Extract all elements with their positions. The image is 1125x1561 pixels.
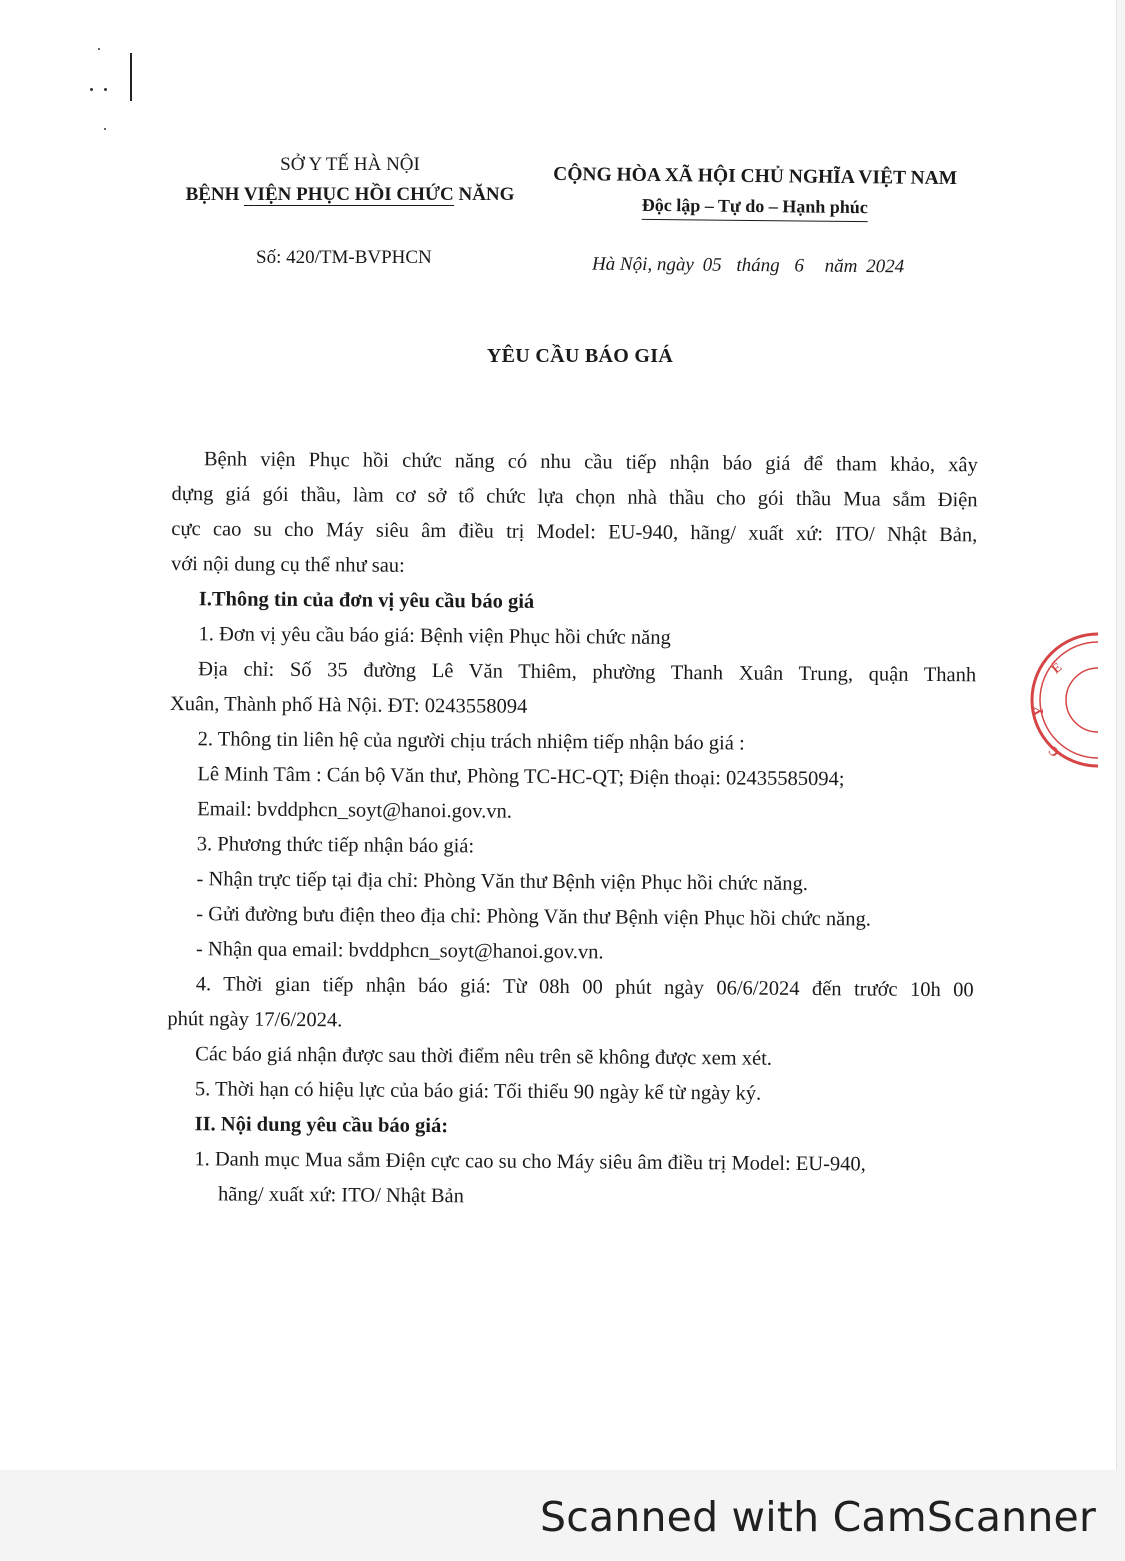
seal-letter-1: Ế [1048, 659, 1065, 677]
receipt-method-2: - Gửi đường bưu điện theo địa chỉ: Phòng Văn thư Bệnh viện Phục hồi chức năng. [196, 903, 872, 931]
seal-letter-2: Y [1031, 706, 1046, 716]
late-notice: Các báo giá nhận được sau thời điểm nêu trên sẽ không được xem xét. [195, 1043, 773, 1070]
national-motto: Độc lập – Tự do – Hạnh phúc [642, 191, 868, 222]
seal-graphic [1028, 630, 1098, 770]
section-1-item-1: 1. Đơn vị yêu cầu báo giá: Bệnh viện Phục hồi chức năng [198, 623, 671, 649]
section-1-item-4-line-1: 4. Thời gian tiếp nhận báo giá: Từ 08h 00 phút ngày 06/6/2024 đến trước 10h 00 [195, 973, 974, 1002]
intro-line-2: dựng giá gói thầu, làm cơ sở tổ chức lựa chọn nhà thầu cho gói thầu Mua sắm Điện [171, 482, 978, 512]
seal-letter-3: C [1044, 743, 1063, 761]
date-year-label: năm [824, 255, 858, 277]
hospital-name-prefix: BỆNH [185, 184, 244, 205]
red-seal-stamp [1028, 630, 1098, 770]
date-day: 05 [702, 254, 722, 276]
issuer-block [160, 150, 540, 210]
date-month-label: tháng [736, 254, 780, 277]
contact-person: Lê Minh Tâm : Cán bộ Văn thư, Phòng TC-HC-QT; Điện thoại: 02435585094; [197, 763, 845, 791]
date-month: 6 [794, 255, 804, 277]
receipt-method-1: - Nhận trực tiếp tại địa chỉ: Phòng Văn thư Bệnh viện Phục hồi chức năng. [196, 868, 809, 896]
address-line-2: Xuân, Thành phố Hà Nội. ĐT: 0243558094 [169, 692, 528, 718]
section-1-item-2: 2. Thông tin liên hệ của người chịu trách nhiệm tiếp nhận báo giá : [197, 728, 745, 755]
intro-line-3: cực cao su cho Máy siêu âm điều trị Model: EU-940, hãng/ xuất xứ: ITO/ Nhật Bản, [171, 517, 978, 547]
document-title: YÊU CẦU BÁO GIÁ [486, 345, 674, 367]
document-body [166, 442, 978, 1218]
section-1-item-5: 5. Thời hạn có hiệu lực của báo giá: Tối thiểu 90 ngày kể từ ngày ký. [194, 1078, 762, 1105]
hospital-name-suffix: NĂNG [453, 184, 515, 205]
national-header [530, 160, 981, 224]
section-2-item-1-line-2: hãng/ xuất xứ: ITO/ Nhật Bản [218, 1183, 465, 1208]
section-1-item-4-line-2: phút ngày 17/6/2024. [167, 1007, 343, 1032]
hospital-name [160, 180, 540, 210]
address-line-1: Địa chỉ: Số 35 đường Lê Văn Thiêm, phường Thanh Xuân Trung, quận Thanh [198, 658, 977, 687]
ministry-name: SỞ Y TẾ HÀ NỘI [280, 154, 420, 175]
document-date [592, 254, 908, 279]
hospital-name-underlined: VIỆN PHỤC HỒI CHỨC [243, 184, 454, 205]
nation-name: CỘNG HÒA XÃ HỘI CHỦ NGHĨA VIỆT NAM [553, 163, 958, 190]
section-1-item-3: 3. Phương thức tiếp nhận báo giá: [196, 833, 475, 858]
date-prefix: Hà Nội, ngày [591, 253, 694, 276]
receipt-method-3: - Nhận qua email: bvddphcn_soyt@hanoi.gov.vn. [195, 938, 604, 964]
contact-email: Email: bvddphcn_soyt@hanoi.gov.vn. [197, 798, 512, 823]
section-2-item-1-line-1: 1. Danh mục Mua sắm Điện cực cao su cho Máy siêu âm điều trị Model: EU-940, [194, 1148, 866, 1176]
camscanner-watermark: Scanned with CamScanner [540, 1493, 1096, 1541]
section-2-heading: II. Nội dung yêu cầu báo giá: [194, 1113, 449, 1138]
document-number: Số: 420/TM-BVPHCN [256, 247, 432, 268]
intro-line-1: Bệnh viện Phục hồi chức năng có nhu cầu tiếp nhận báo giá để tham khảo, xây [203, 448, 978, 477]
intro-line-4: với nội dung cụ thể như sau: [170, 552, 405, 577]
section-1-heading: I.Thông tin của đơn vị yêu cầu báo giá [198, 588, 535, 613]
date-year: 2024 [866, 256, 905, 278]
